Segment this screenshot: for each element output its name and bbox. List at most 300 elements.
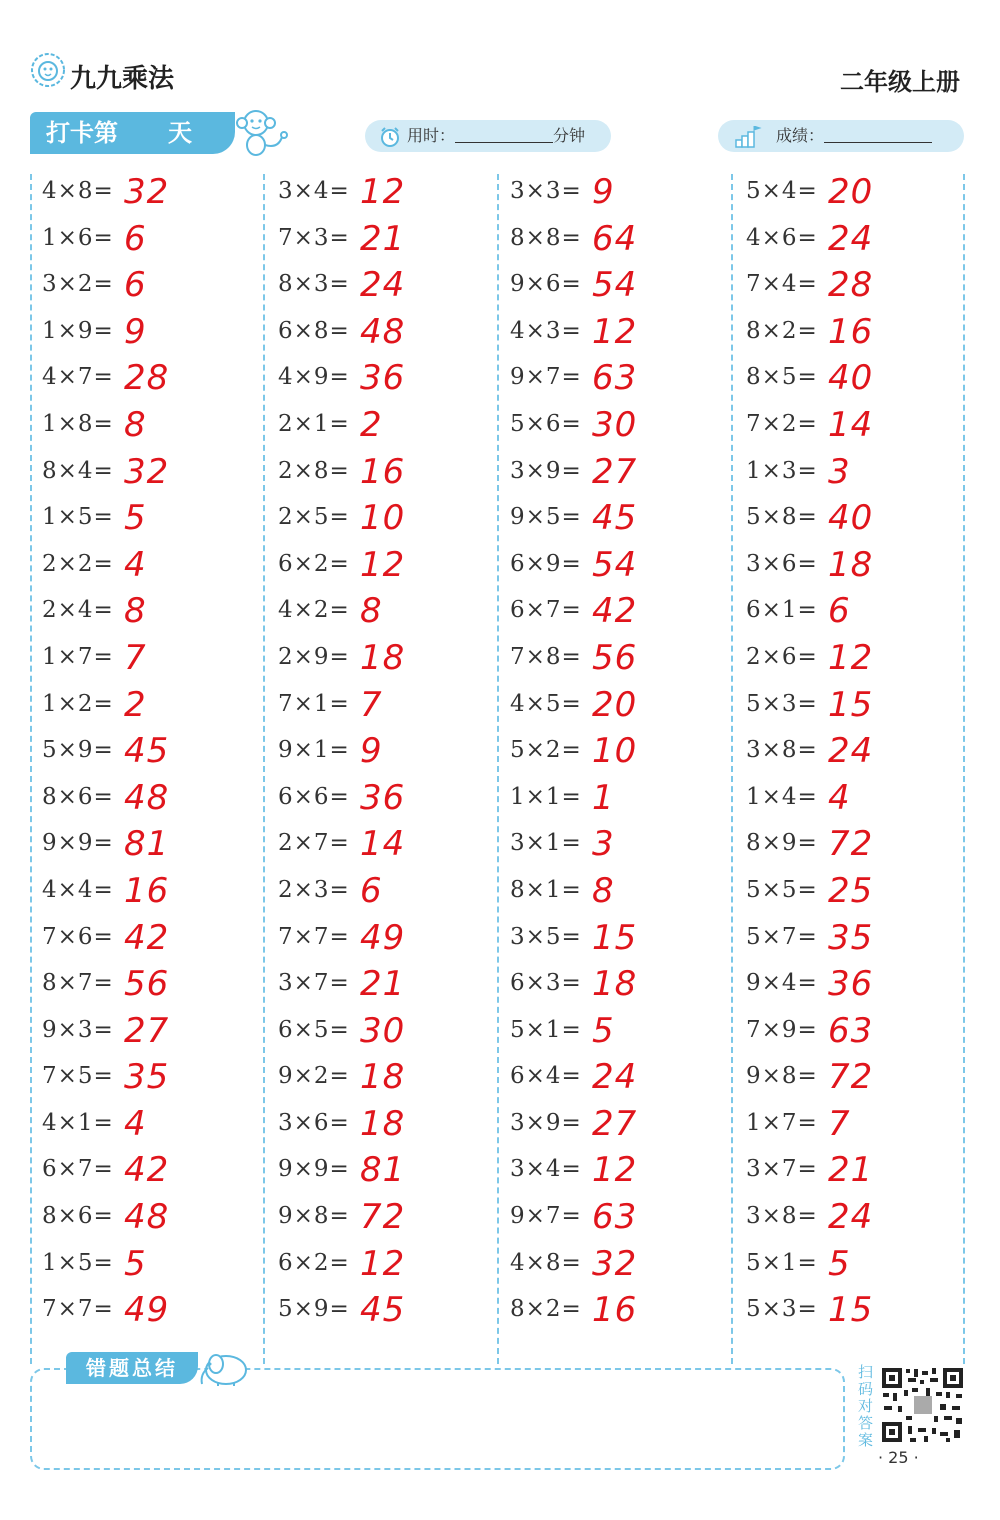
problem-question: 1×2=	[42, 690, 114, 717]
problem-question: 1×7=	[746, 1109, 818, 1136]
problem-row	[42, 358, 262, 405]
problem-row	[510, 871, 730, 918]
problem-question: 7×6=	[42, 923, 114, 950]
lion-mascot-icon	[30, 50, 66, 90]
problem-answer: 5	[124, 1243, 147, 1284]
problem-row	[42, 1057, 262, 1104]
problem-question: 6×2=	[278, 550, 350, 577]
problem-row	[510, 452, 730, 499]
problem-row	[746, 219, 966, 266]
problem-question: 7×7=	[278, 923, 350, 950]
problem-answer: 72	[828, 1057, 874, 1098]
problem-column-4	[746, 172, 966, 1337]
problem-answer: 18	[592, 964, 638, 1005]
problem-question: 1×7=	[42, 643, 114, 670]
problem-row	[42, 1104, 262, 1151]
problem-answer: 30	[592, 404, 638, 445]
problem-row	[746, 405, 966, 452]
problem-row	[510, 1104, 730, 1151]
problem-row	[510, 685, 730, 732]
problem-question: 4×1=	[42, 1109, 114, 1136]
problem-row	[746, 312, 966, 359]
problem-answer: 8	[360, 591, 383, 632]
problem-row	[510, 1197, 730, 1244]
problem-answer: 8	[592, 870, 615, 911]
problem-answer: 45	[124, 731, 170, 772]
problem-answer: 12	[828, 637, 874, 678]
problem-row	[42, 1011, 262, 1058]
problem-answer: 1	[592, 777, 615, 818]
problem-row	[510, 1290, 730, 1337]
problem-question: 4×3=	[510, 317, 582, 344]
problem-row	[42, 498, 262, 545]
problem-row	[42, 731, 262, 778]
problem-question: 7×3=	[278, 224, 350, 251]
problem-question: 8×2=	[746, 317, 818, 344]
problem-row	[278, 172, 498, 219]
problem-question: 5×4=	[746, 178, 818, 204]
column-divider	[263, 174, 265, 1364]
qr-code-icon[interactable]	[880, 1366, 965, 1444]
problem-answer: 16	[360, 451, 406, 492]
problem-answer: 12	[360, 544, 406, 585]
problem-question: 4×9=	[278, 364, 350, 391]
problem-answer: 56	[124, 964, 170, 1005]
problem-answer: 20	[828, 172, 874, 212]
problem-row	[278, 638, 498, 685]
problem-answer: 12	[592, 311, 638, 352]
problem-row	[42, 265, 262, 312]
problem-answer: 42	[124, 1150, 170, 1191]
problem-answer: 32	[124, 451, 170, 492]
problem-row	[42, 918, 262, 965]
problem-answer: 28	[124, 358, 170, 399]
problem-row	[278, 452, 498, 499]
problem-answer: 5	[124, 498, 147, 539]
problem-question: 5×1=	[510, 1016, 582, 1043]
problem-row	[510, 1150, 730, 1197]
problem-row	[746, 964, 966, 1011]
problem-row	[746, 778, 966, 825]
problem-question: 7×5=	[42, 1063, 114, 1090]
problem-answer: 7	[124, 637, 147, 678]
problem-question: 5×5=	[746, 876, 818, 903]
problem-answer: 6	[124, 265, 147, 306]
problem-answer: 8	[124, 404, 147, 445]
problem-question: 2×2=	[42, 550, 114, 577]
score-blank	[824, 124, 932, 143]
problem-row	[42, 871, 262, 918]
problem-row	[278, 498, 498, 545]
problem-answer: 7	[360, 684, 383, 725]
problem-answer: 6	[828, 591, 851, 632]
problem-question: 3×8=	[746, 1203, 818, 1230]
problem-row	[42, 1290, 262, 1337]
problem-answer: 12	[592, 1150, 638, 1191]
problem-row	[278, 918, 498, 965]
problem-answer: 54	[592, 265, 638, 306]
problem-answer: 81	[360, 1150, 406, 1191]
problem-row	[746, 358, 966, 405]
problem-question: 1×9=	[42, 317, 114, 344]
problem-question: 3×7=	[746, 1156, 818, 1183]
problem-question: 6×2=	[278, 1249, 350, 1276]
problem-row	[746, 265, 966, 312]
problem-row	[42, 1150, 262, 1197]
problem-question: 2×9=	[278, 643, 350, 670]
problem-answer: 49	[124, 1290, 170, 1331]
problem-answer: 4	[124, 1103, 147, 1144]
problem-question: 9×8=	[278, 1203, 350, 1230]
problem-row	[746, 638, 966, 685]
mistake-summary-title: 错题总结	[66, 1352, 198, 1384]
problem-row	[746, 1197, 966, 1244]
problem-question: 9×9=	[278, 1156, 350, 1183]
grade-label: 二年级上册	[840, 68, 960, 96]
problem-answer: 36	[360, 358, 406, 399]
problem-question: 4×6=	[746, 224, 818, 251]
problem-answer: 24	[360, 265, 406, 306]
problem-answer: 5	[592, 1010, 615, 1051]
problem-answer: 35	[828, 917, 874, 958]
problem-question: 8×8=	[510, 224, 582, 251]
problem-answer: 64	[592, 218, 638, 259]
problem-answer: 16	[592, 1290, 638, 1331]
problem-column-1	[42, 172, 262, 1337]
column-divider	[731, 174, 733, 1364]
problem-answer: 15	[828, 1290, 874, 1331]
problem-row	[278, 1290, 498, 1337]
problem-question: 8×7=	[42, 970, 114, 997]
problem-question: 1×5=	[42, 1249, 114, 1276]
problem-row	[510, 405, 730, 452]
problem-question: 9×4=	[746, 970, 818, 997]
problem-row	[278, 591, 498, 638]
problem-question: 6×5=	[278, 1016, 350, 1043]
problem-row	[278, 1057, 498, 1104]
problem-question: 4×8=	[42, 178, 114, 204]
problem-question: 9×8=	[746, 1063, 818, 1090]
problem-question: 9×6=	[510, 271, 582, 298]
problem-question: 5×3=	[746, 690, 818, 717]
problem-answer: 18	[360, 637, 406, 678]
time-unit: 分钟	[553, 126, 586, 145]
problem-question: 7×2=	[746, 410, 818, 437]
problem-question: 3×1=	[510, 830, 582, 857]
checkin-banner	[30, 112, 235, 154]
problem-answer: 48	[124, 1197, 170, 1238]
problem-row	[510, 1057, 730, 1104]
problem-row	[510, 498, 730, 545]
problem-answer: 21	[360, 218, 406, 259]
problem-answer: 9	[592, 172, 615, 212]
time-label: 用时：	[407, 126, 456, 145]
problem-question: 3×7=	[278, 970, 350, 997]
problem-question: 1×5=	[42, 504, 114, 531]
problem-question: 5×8=	[746, 504, 818, 531]
problem-answer: 35	[124, 1057, 170, 1098]
problem-row	[510, 778, 730, 825]
problem-row	[746, 685, 966, 732]
problem-row	[746, 498, 966, 545]
problem-row	[42, 964, 262, 1011]
qr-caption: 扫码对答案	[858, 1363, 874, 1449]
problem-row	[42, 778, 262, 825]
problem-row	[746, 918, 966, 965]
problem-row	[746, 545, 966, 592]
problem-row	[510, 265, 730, 312]
problem-question: 3×8=	[746, 737, 818, 764]
problem-row	[42, 172, 262, 219]
checkin-label-right: 天	[168, 119, 192, 147]
problem-question: 7×4=	[746, 271, 818, 298]
problem-question: 5×9=	[278, 1296, 350, 1323]
problem-question: 9×2=	[278, 1063, 350, 1090]
problem-row	[746, 1011, 966, 1058]
problem-question: 5×9=	[42, 737, 114, 764]
problem-answer: 27	[124, 1010, 170, 1051]
problem-row	[278, 1197, 498, 1244]
problem-answer: 36	[360, 777, 406, 818]
problem-row	[746, 452, 966, 499]
problem-answer: 4	[828, 777, 851, 818]
page-number: · 25 ·	[878, 1448, 919, 1467]
problem-row	[278, 778, 498, 825]
problem-answer: 72	[360, 1197, 406, 1238]
problem-row	[42, 591, 262, 638]
problem-row	[42, 685, 262, 732]
problem-answer: 4	[124, 544, 147, 585]
problem-question: 4×8=	[510, 1249, 582, 1276]
monkey-mascot-icon	[230, 105, 290, 157]
problem-row	[278, 1244, 498, 1291]
problem-answer: 40	[828, 358, 874, 399]
problem-row	[510, 1011, 730, 1058]
problem-column-3	[510, 172, 730, 1337]
problem-row	[746, 1244, 966, 1291]
problem-answer: 32	[124, 172, 170, 212]
problem-row	[510, 731, 730, 778]
problem-answer: 16	[124, 870, 170, 911]
problem-answer: 48	[360, 311, 406, 352]
problem-row	[42, 1197, 262, 1244]
problem-row	[746, 172, 966, 219]
problem-answer: 5	[828, 1243, 851, 1284]
problem-answer: 42	[592, 591, 638, 632]
problem-question: 8×6=	[42, 783, 114, 810]
problem-answer: 28	[828, 265, 874, 306]
problem-question: 4×2=	[278, 597, 350, 624]
problem-question: 3×5=	[510, 923, 582, 950]
problem-answer: 12	[360, 172, 406, 212]
problem-answer: 7	[828, 1103, 851, 1144]
problem-question: 7×1=	[278, 690, 350, 717]
problem-question: 6×7=	[510, 597, 582, 624]
problem-answer: 6	[124, 218, 147, 259]
problem-answer: 16	[828, 311, 874, 352]
problem-answer: 15	[828, 684, 874, 725]
problem-question: 3×4=	[278, 178, 350, 204]
problem-answer: 12	[360, 1243, 406, 1284]
problem-question: 3×9=	[510, 1109, 582, 1136]
problem-answer: 10	[360, 498, 406, 539]
problem-question: 8×6=	[42, 1203, 114, 1230]
problem-question: 2×5=	[278, 504, 350, 531]
problem-answer: 24	[828, 218, 874, 259]
problem-answer: 2	[360, 404, 383, 445]
problem-row	[278, 219, 498, 266]
problem-row	[510, 172, 730, 219]
problem-answer: 24	[828, 1197, 874, 1238]
problem-answer: 24	[828, 731, 874, 772]
problem-answer: 81	[124, 824, 170, 865]
problem-question: 6×8=	[278, 317, 350, 344]
problem-question: 8×5=	[746, 364, 818, 391]
problem-answer: 45	[360, 1290, 406, 1331]
problem-question: 9×3=	[42, 1016, 114, 1043]
problem-row	[278, 685, 498, 732]
problem-question: 8×3=	[278, 271, 350, 298]
problem-question: 2×8=	[278, 457, 350, 484]
problem-answer: 14	[828, 404, 874, 445]
problem-row	[278, 871, 498, 918]
problem-row	[278, 731, 498, 778]
problem-question: 1×1=	[510, 783, 582, 810]
problem-row	[278, 358, 498, 405]
problem-row	[510, 219, 730, 266]
problem-row	[746, 824, 966, 871]
problem-answer: 40	[828, 498, 874, 539]
alarm-clock-icon	[379, 126, 401, 148]
problem-row	[510, 1244, 730, 1291]
score-label: 成绩：	[776, 126, 825, 145]
problem-row	[42, 405, 262, 452]
problem-question: 3×2=	[42, 271, 114, 298]
problem-answer: 63	[592, 358, 638, 399]
problem-question: 2×6=	[746, 643, 818, 670]
problem-question: 1×6=	[42, 224, 114, 251]
problem-row	[42, 545, 262, 592]
problem-question: 5×6=	[510, 410, 582, 437]
problem-answer: 9	[360, 731, 383, 772]
problem-answer: 10	[592, 731, 638, 772]
problem-question: 8×1=	[510, 876, 582, 903]
problem-answer: 32	[592, 1243, 638, 1284]
problem-question: 5×1=	[746, 1249, 818, 1276]
problem-row	[42, 452, 262, 499]
problem-question: 6×3=	[510, 970, 582, 997]
problem-question: 6×1=	[746, 597, 818, 624]
problem-answer: 18	[360, 1057, 406, 1098]
problem-answer: 48	[124, 777, 170, 818]
problem-question: 1×3=	[746, 457, 818, 484]
podium-flag-icon	[734, 126, 762, 148]
elephant-mascot-icon	[196, 1346, 252, 1388]
problem-answer: 8	[124, 591, 147, 632]
problem-row	[510, 591, 730, 638]
problem-question: 3×4=	[510, 1156, 582, 1183]
problem-answer: 27	[592, 451, 638, 492]
problem-question: 2×4=	[42, 597, 114, 624]
problem-row	[510, 638, 730, 685]
problem-row	[510, 545, 730, 592]
problem-row	[746, 871, 966, 918]
problem-question: 8×4=	[42, 457, 114, 484]
problem-answer: 18	[828, 544, 874, 585]
problem-row	[42, 312, 262, 359]
problem-answer: 18	[360, 1103, 406, 1144]
problem-row	[746, 591, 966, 638]
problem-answer: 36	[828, 964, 874, 1005]
problem-question: 4×7=	[42, 364, 114, 391]
problem-question: 3×3=	[510, 178, 582, 204]
problem-answer: 9	[124, 311, 147, 352]
problem-question: 9×9=	[42, 830, 114, 857]
problem-question: 6×4=	[510, 1063, 582, 1090]
problem-answer: 30	[360, 1010, 406, 1051]
problem-answer: 42	[124, 917, 170, 958]
problem-row	[278, 824, 498, 871]
problem-question: 1×4=	[746, 783, 818, 810]
problem-question: 6×9=	[510, 550, 582, 577]
problem-answer: 45	[592, 498, 638, 539]
problem-answer: 21	[828, 1150, 874, 1191]
problem-answer: 72	[828, 824, 874, 865]
problem-answer: 63	[828, 1010, 874, 1051]
problem-question: 6×6=	[278, 783, 350, 810]
time-blank	[455, 124, 553, 143]
problem-row	[510, 964, 730, 1011]
problem-row	[510, 824, 730, 871]
problem-question: 3×6=	[746, 550, 818, 577]
problem-answer: 3	[592, 824, 615, 865]
problem-question: 3×9=	[510, 457, 582, 484]
problem-row	[278, 545, 498, 592]
problem-row	[278, 265, 498, 312]
problem-question: 3×6=	[278, 1109, 350, 1136]
problem-question: 9×1=	[278, 737, 350, 764]
problem-row	[42, 1244, 262, 1291]
problem-column-2	[278, 172, 498, 1337]
problem-answer: 54	[592, 544, 638, 585]
problem-question: 9×5=	[510, 504, 582, 531]
problem-answer: 25	[828, 870, 874, 911]
problem-row	[278, 1104, 498, 1151]
problem-answer: 27	[592, 1103, 638, 1144]
problem-answer: 14	[360, 824, 406, 865]
problem-question: 7×8=	[510, 643, 582, 670]
problem-question: 6×7=	[42, 1156, 114, 1183]
problem-question: 7×9=	[746, 1016, 818, 1043]
problem-row	[42, 638, 262, 685]
problem-answer: 49	[360, 917, 406, 958]
problem-question: 4×4=	[42, 876, 114, 903]
time-field	[365, 120, 611, 152]
problem-row	[746, 1290, 966, 1337]
problem-answer: 24	[592, 1057, 638, 1098]
problem-question: 9×7=	[510, 1203, 582, 1230]
problem-answer: 3	[828, 451, 851, 492]
problem-answer: 63	[592, 1197, 638, 1238]
problem-row	[746, 1057, 966, 1104]
problem-answer: 6	[360, 870, 383, 911]
problem-answer: 21	[360, 964, 406, 1005]
problem-row	[278, 964, 498, 1011]
problem-row	[746, 1104, 966, 1151]
problem-row	[510, 358, 730, 405]
problem-question: 2×7=	[278, 830, 350, 857]
problem-row	[42, 219, 262, 266]
